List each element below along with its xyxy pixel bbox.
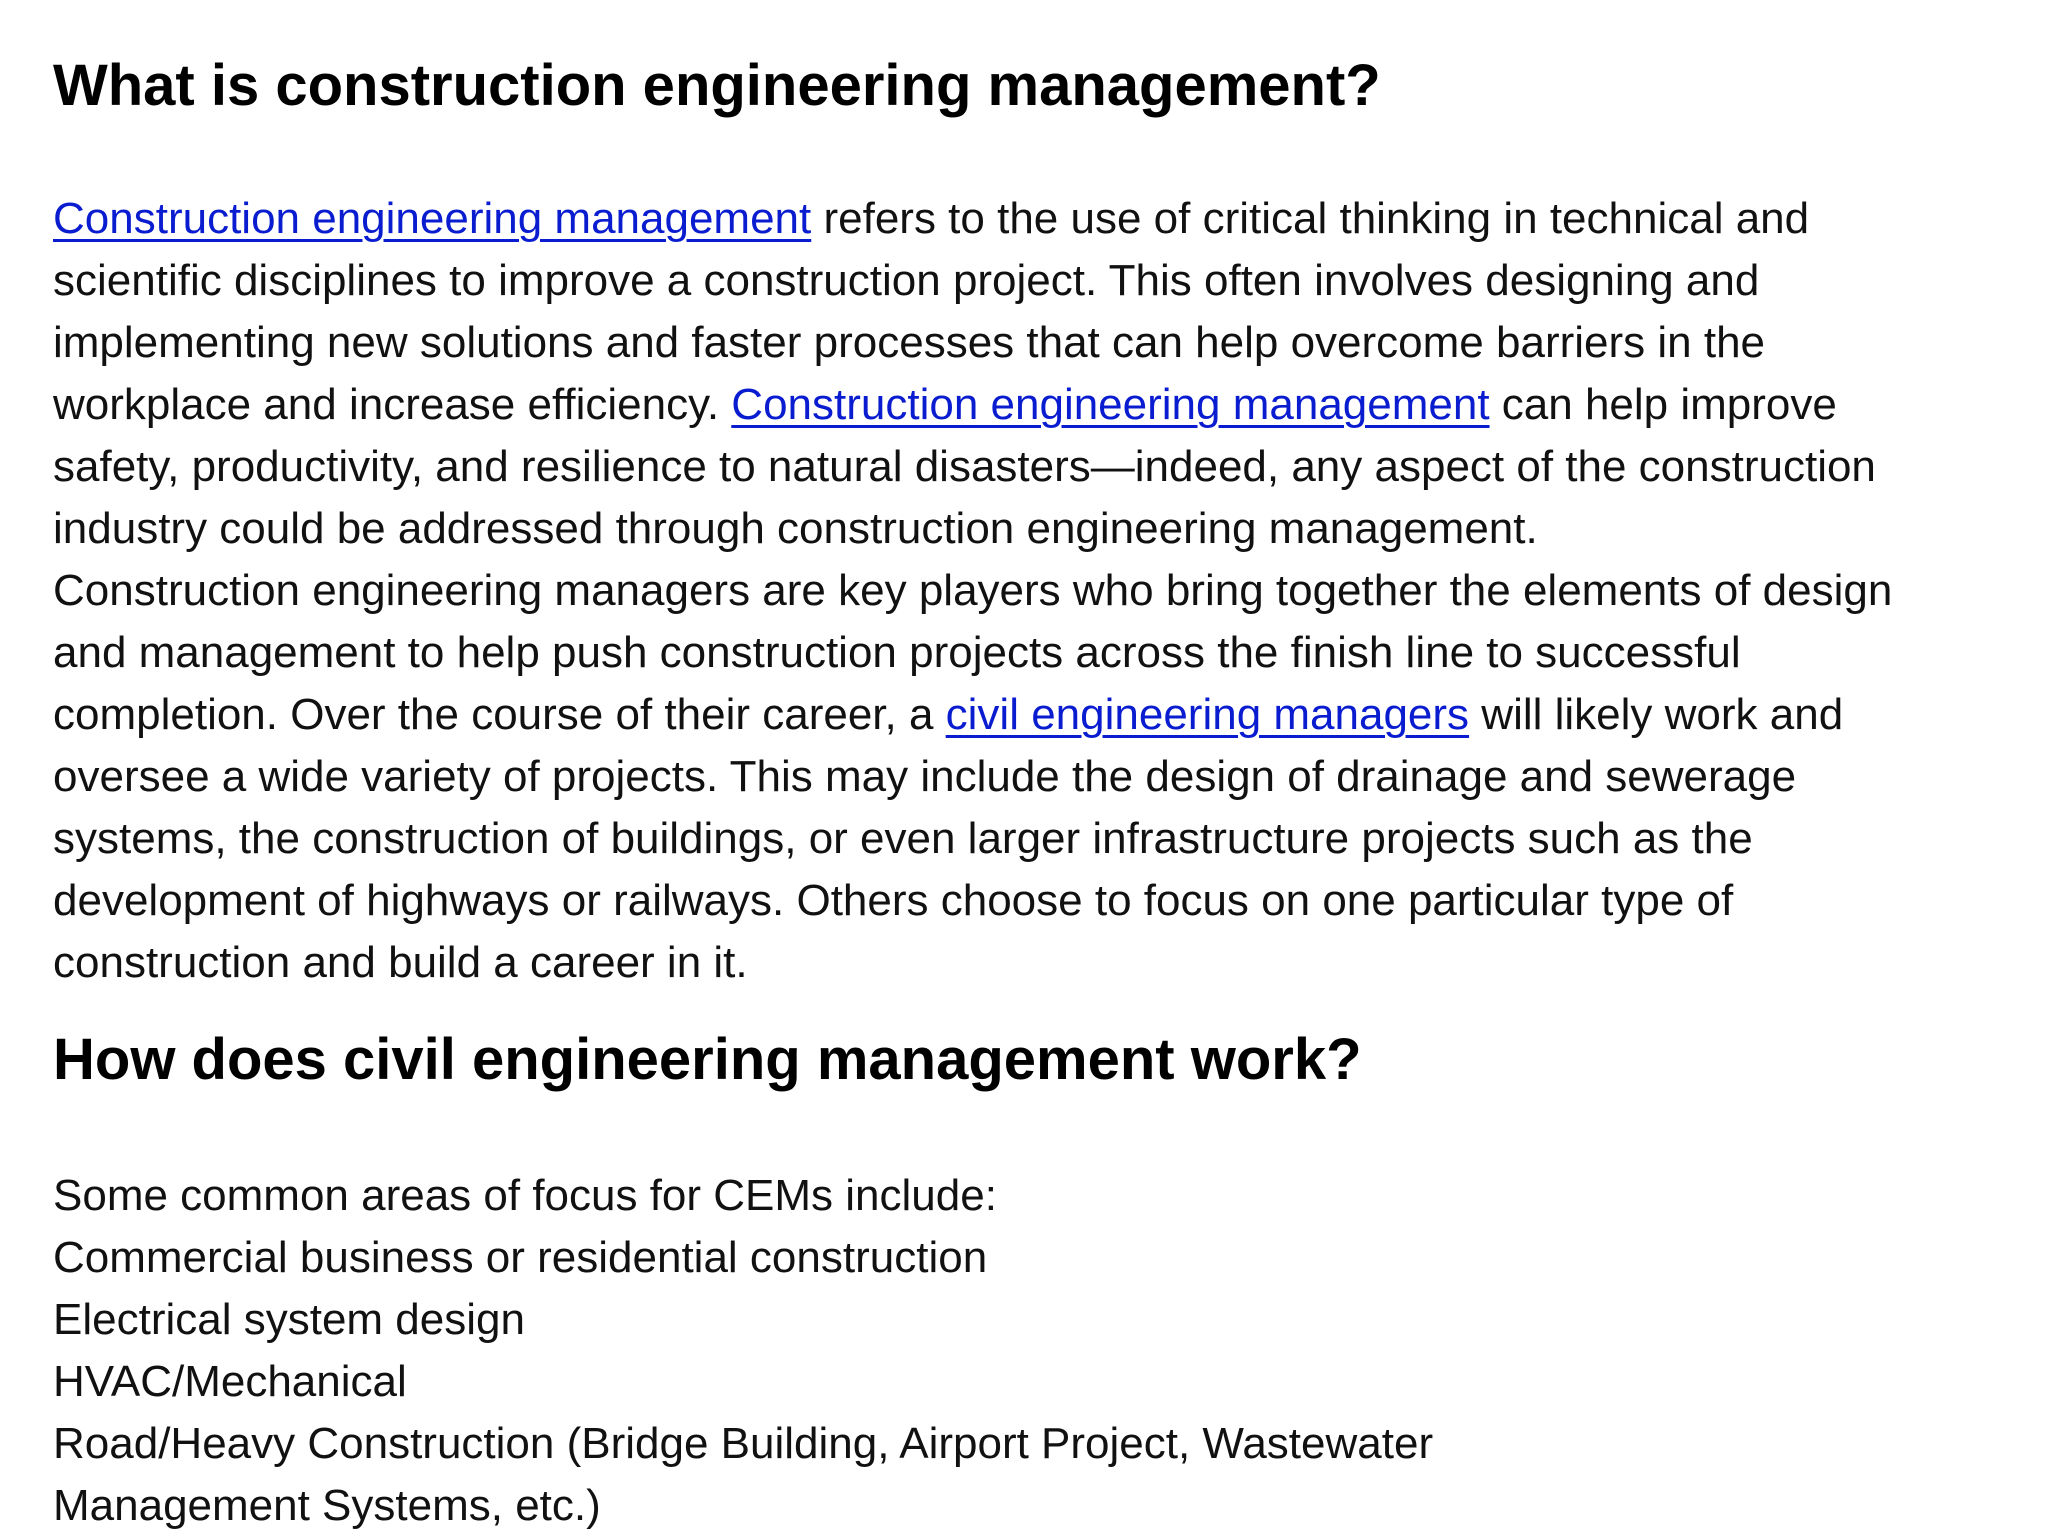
text-line [53, 312, 2043, 374]
text-run: Management Systems, etc.) [53, 1481, 601, 1530]
text-run: construction and build a career in it. [53, 938, 748, 987]
text-run: refers to the use of critical thinking in technical and [811, 194, 1810, 243]
text-run: oversee a wide variety of projects. This may include the design of drainage and sewerage [53, 752, 1797, 801]
text-line [53, 560, 2043, 622]
text-line [53, 622, 2043, 684]
text-run: development of highways or railways. Others choose to focus on one particular type of [53, 876, 1734, 925]
text-run: Some common areas of focus for CEMs include: [53, 1171, 997, 1220]
text-run: safety, productivity, and resilience to natural disasters—indeed, any aspect of the construction [53, 442, 1876, 491]
text-run: completion. Over the course of their career, a [53, 690, 946, 739]
text-run: Construction engineering managers are key players who bring together the elements of design [53, 566, 1893, 615]
inline-link[interactable]: Construction engineering management [53, 194, 812, 243]
text-run: HVAC/Mechanical [53, 1357, 407, 1406]
text-run: Electrical system design [53, 1295, 525, 1344]
text-line [53, 188, 2043, 250]
focus-areas-list [53, 1165, 2043, 1537]
text-line [53, 808, 2043, 870]
text-line [53, 746, 2043, 808]
text-run: scientific disciplines to improve a construction project. This often involves designing and [53, 256, 1760, 305]
text-run: can help improve [1489, 380, 1837, 429]
text-run: Commercial business or residential construction [53, 1233, 988, 1282]
text-run: Road/Heavy Construction (Bridge Building, Airport Project, Wastewater [53, 1419, 1434, 1468]
text-run: systems, the construction of buildings, or even larger infrastructure projects such as the [53, 814, 1753, 863]
text-line [53, 1227, 2043, 1289]
text-line [53, 498, 2043, 560]
text-line [53, 1351, 2043, 1413]
text-run: industry could be addressed through construction engineering management. [53, 504, 1538, 553]
text-line [53, 374, 2043, 436]
text-line [53, 1289, 2043, 1351]
heading-how-does-cem-work: How does civil engineering management work? [53, 1027, 1362, 1092]
inline-link[interactable]: Construction engineering management [731, 380, 1490, 429]
text-run: and management to help push construction projects across the finish line to successful [53, 628, 1741, 677]
text-line [53, 932, 2043, 994]
text-line [53, 1475, 2043, 1537]
text-line [53, 870, 2043, 932]
text-run: implementing new solutions and faster processes that can help overcome barriers in the [53, 318, 1766, 367]
text-run: workplace and increase efficiency. [53, 380, 732, 429]
text-line [53, 1413, 2043, 1475]
text-run: will likely work and [1469, 690, 1844, 739]
heading-what-is-cem: What is construction engineering management? [53, 53, 1381, 118]
text-line [53, 684, 2043, 746]
paragraph-what-is-cem [53, 188, 2043, 994]
inline-link[interactable]: civil engineering managers [945, 690, 1470, 739]
text-line [53, 250, 2043, 312]
text-line [53, 1165, 2043, 1227]
text-line [53, 436, 2043, 498]
